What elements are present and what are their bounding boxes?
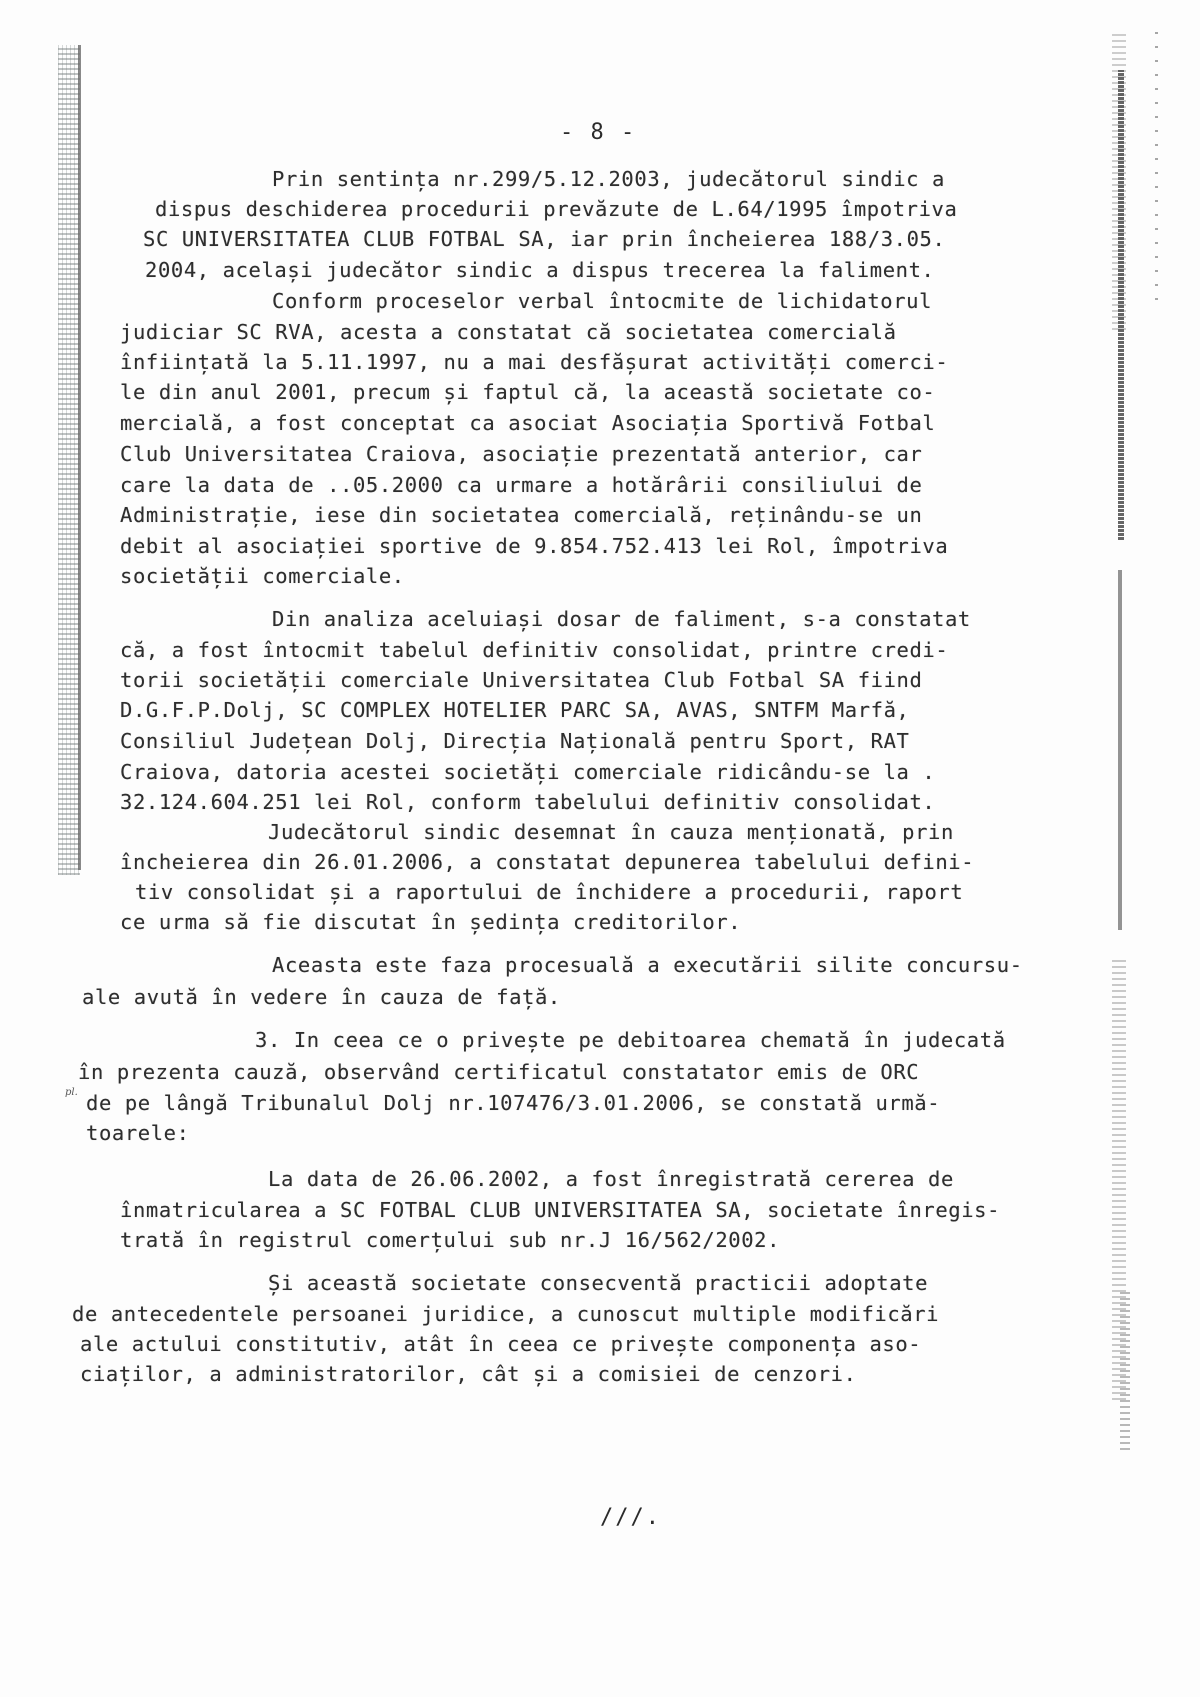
page-number: - 8 - [560, 120, 637, 145]
scan-edge-line-right [1118, 70, 1124, 540]
text-line: 3. In ceea ce o privește pe debitoarea chemată în judecată [255, 1028, 1006, 1052]
text-line: toarele: [86, 1121, 190, 1145]
text-line: tiv consolidat și a raportului de închidere a procedurii, raport [135, 880, 964, 904]
scan-edge-artifact-left [58, 45, 80, 875]
text-line: înființată la 5.11.1997, nu a mai desfășurat activități comerci- [120, 350, 949, 374]
text-line: de antecedentele persoanei juridice, a cunoscut multiple modificări [72, 1302, 940, 1326]
text-line: Prin sentința nr.299/5.12.2003, judecătorul sindic a [272, 167, 945, 191]
text-line: Administrație, iese din societatea comercială, reținându-se un [120, 503, 923, 527]
text-line: de pe lângă Tribunalul Dolj nr.107476/3.01.2006, se constată urmă- [86, 1091, 941, 1115]
text-line: încheierea din 26.01.2006, a constatat depunerea tabelului defini- [120, 850, 975, 874]
text-line: Aceasta este faza procesuală a executării silite concursu- [272, 953, 1023, 977]
text-line: le din anul 2001, precum și faptul că, la această societate co- [120, 380, 936, 404]
scan-edge-line-right [1118, 570, 1122, 930]
scan-edge-line-left [78, 45, 81, 870]
text-line: Craiova, datoria acestei societăți comerciale ridicându-se la . [120, 760, 936, 784]
text-line: 2004, același judecător sindic a dispus trecerea la faliment. [145, 258, 935, 282]
text-line: care la data de ..05.2000 ca urmare a hotărârii consiliului de [120, 473, 923, 497]
text-line: societății comerciale. [120, 564, 405, 588]
text-line: ce urma să fie discutat în ședința creditorilor. [120, 910, 742, 934]
text-line: că, a fost întocmit tabelul definitiv consolidat, printre credi- [120, 638, 949, 662]
text-line: SC UNIVERSITATEA CLUB FOTBAL SA, iar prin încheierea 188/3.05. [143, 227, 946, 251]
text-line: Și această societate consecventă practicii adoptate [268, 1271, 929, 1295]
text-line: torii societății comerciale Universitatea Club Fotbal SA fiind [120, 668, 923, 692]
text-line: La data de 26.06.2002, a fost înregistrată cererea de [268, 1167, 954, 1191]
text-line: debit al asociației sportive de 9.854.752.413 lei Rol, împotriva [120, 534, 949, 558]
text-line: trată în registrul comerțului sub nr.J 16/562/2002. [120, 1228, 781, 1252]
scan-edge-artifact-right [1120, 1290, 1130, 1450]
text-line: Judecătorul sindic desemnat în cauza menționată, prin [268, 820, 954, 844]
text-line: Consiliul Județean Dolj, Direcția Națională pentru Sport, RAT [120, 729, 910, 753]
text-line: ale actului constitutiv, atât în ceea ce privește componența aso- [80, 1332, 922, 1356]
text-line: în prezenta cauză, observând certificatul constatator emis de ORC [78, 1060, 920, 1084]
continuation-mark: ///. [600, 1505, 661, 1530]
text-line: înmatricularea a SC FOTBAL CLUB UNIVERSITATEA SA, societate înregis- [120, 1198, 1001, 1222]
scan-dots-right [1155, 30, 1158, 300]
text-line: dispus deschiderea procedurii prevăzute de L.64/1995 împotriva [155, 197, 958, 221]
text-line: ciaților, a administratorilor, cât și a comisiei de cenzori. [80, 1362, 857, 1386]
text-line: Din analiza aceluiași dosar de faliment, s-a constatat [272, 607, 971, 631]
text-line: judiciar SC RVA, acesta a constatat că societatea comercială [120, 320, 897, 344]
text-line: 32.124.604.251 lei Rol, conform tabelului definitiv consolidat. [120, 790, 936, 814]
text-line: D.G.F.P.Dolj, SC COMPLEX HOTELIER PARC SA, AVAS, SNTFM Marfă, [120, 698, 910, 722]
text-line: Club Universitatea Craiova, asociație prezentată anterior, car [120, 442, 923, 466]
text-line: mercială, a fost conceptat ca asociat Asociația Sportivă Fotbal [120, 411, 936, 435]
text-line: Conform proceselor verbal întocmite de lichidatorul [272, 289, 933, 313]
margin-note: pl. [65, 1087, 78, 1098]
text-line: ale avută în vedere în cauza de față. [82, 985, 561, 1009]
